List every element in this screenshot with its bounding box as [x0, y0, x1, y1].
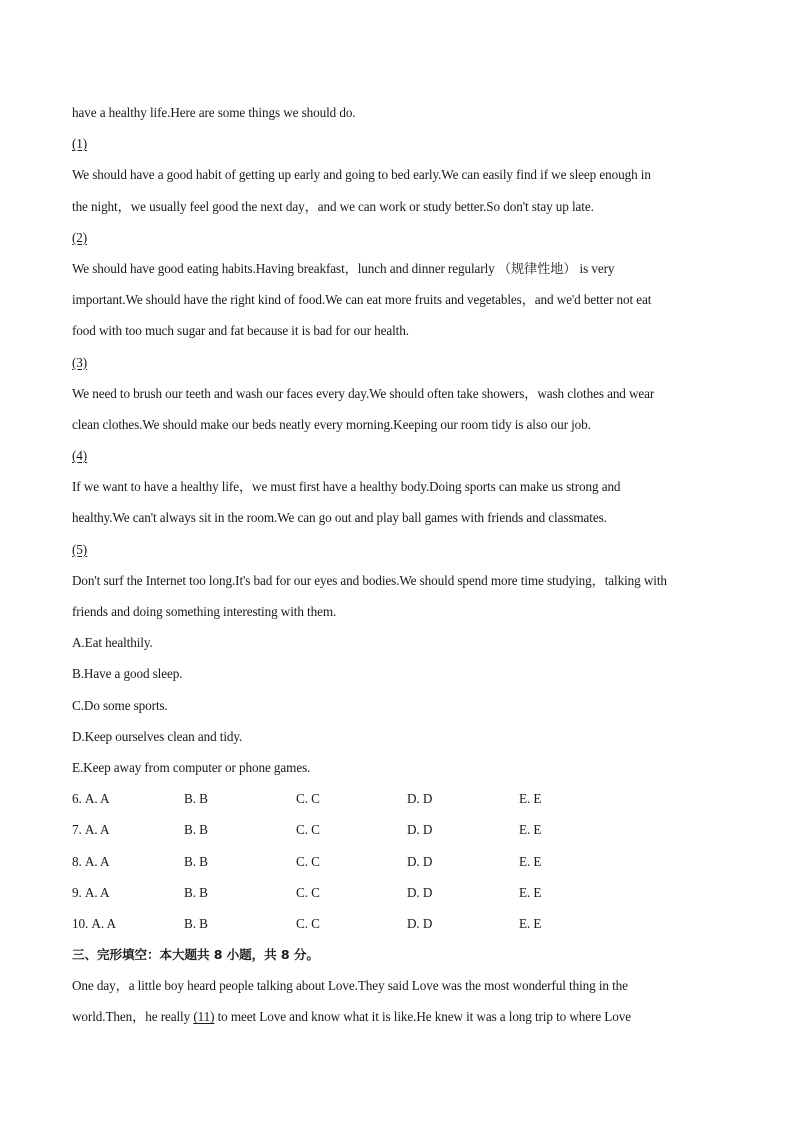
option-d[interactable]: D. D	[407, 853, 433, 869]
question-row	[72, 908, 722, 939]
paragraph-5-line-2: friends and doing something interesting with them.	[72, 604, 337, 619]
paragraph-1-line-1: We should have a good habit of getting up early and going to bed early.We can easily find if we sleep enough in	[72, 167, 651, 183]
choice-a: A.Eat healthily.	[72, 635, 153, 651]
option-a[interactable]: A. A	[91, 915, 116, 931]
option-b[interactable]: B. B	[184, 915, 208, 931]
option-b[interactable]: B. B	[184, 884, 208, 900]
blank-5: (5)	[72, 541, 88, 557]
question-row	[72, 783, 722, 814]
option-e[interactable]: E. E	[519, 853, 542, 869]
question-number: 7.	[72, 822, 82, 838]
question-number: 6.	[72, 791, 82, 807]
paragraph-2-line-3: food with too much sugar and fat because it is bad for our health.	[72, 323, 409, 339]
option-e[interactable]: E. E	[519, 884, 542, 900]
option-c[interactable]: C. C	[296, 853, 320, 869]
option-c[interactable]: C. C	[296, 915, 320, 931]
question-row	[72, 814, 722, 845]
cloze-text: world.Then，he really	[72, 1009, 194, 1025]
option-b[interactable]: B. B	[184, 791, 208, 807]
option-d[interactable]: D. D	[407, 884, 433, 900]
blank-3: (3)	[72, 354, 88, 370]
question-number: 8.	[72, 853, 82, 869]
paragraph-2-line-2: important.We should have the right kind of food.We can eat more fruits and vegetables，and we'd better not eat	[72, 292, 652, 308]
section-heading: 三、完形填空：本大题共 8 小题，共 8 分。	[72, 947, 319, 963]
option-a[interactable]: A. A	[84, 791, 110, 807]
option-a[interactable]: A. A	[84, 822, 110, 838]
option-c[interactable]: C. C	[296, 791, 320, 807]
option-e[interactable]: E. E	[519, 791, 542, 807]
document-page	[72, 97, 722, 1033]
option-e[interactable]: E. E	[519, 822, 542, 838]
question-row	[72, 877, 722, 908]
option-a[interactable]: A. A	[84, 853, 110, 869]
blank-4: (4)	[72, 448, 88, 464]
cloze-line-2	[72, 1001, 722, 1032]
question-row	[72, 846, 722, 877]
question-number: 10.	[72, 915, 89, 931]
blank-11: (11)	[193, 1009, 215, 1025]
paragraph-4-line-2: healthy.We can't always sit in the room.We can go out and play ball games with friends and classmates.	[72, 510, 607, 526]
option-c[interactable]: C. C	[296, 884, 320, 900]
choice-b: B.Have a good sleep.	[72, 666, 183, 682]
choice-d: D.Keep ourselves clean and tidy.	[72, 728, 243, 744]
paragraph-1-line-2: the night，we usually feel good the next day，and we can work or study better.So don't stay up late.	[72, 198, 594, 214]
cloze-line-1: One day，a little boy heard people talking about Love.They said Love was the most wonderful thing in the	[72, 978, 628, 994]
blank-2: (2)	[72, 229, 88, 245]
option-d[interactable]: D. D	[407, 915, 433, 931]
question-number: 9.	[72, 884, 82, 900]
choice-e: E.Keep away from computer or phone games.	[72, 759, 311, 775]
blank-1: (1)	[72, 136, 88, 152]
choice-c: C.Do some sports.	[72, 697, 168, 713]
paragraph-5-line-1: Don't surf the Internet too long.It's bad for our eyes and bodies.We should spend more time studying，talking with	[72, 572, 667, 588]
option-a[interactable]: A. A	[84, 884, 110, 900]
cloze-text: to meet Love and know what it is like.He knew it was a long trip to where Love	[214, 1009, 631, 1025]
option-d[interactable]: D. D	[407, 822, 433, 838]
option-c[interactable]: C. C	[296, 822, 320, 838]
paragraph-3-line-2: clean clothes.We should make our beds neatly every morning.Keeping our room tidy is also our job.	[72, 416, 591, 432]
option-e[interactable]: E. E	[519, 915, 542, 931]
paragraph-4-line-1: If we want to have a healthy life，we must first have a healthy body.Doing sports can make us strong and	[72, 479, 621, 495]
passage-intro: have a healthy life.Here are some things we should do.	[72, 105, 356, 120]
option-b[interactable]: B. B	[184, 853, 208, 869]
option-b[interactable]: B. B	[184, 822, 208, 838]
paragraph-2-line-1: We should have good eating habits.Having breakfast，lunch and dinner regularly （规律性地） is very	[72, 260, 615, 276]
option-d[interactable]: D. D	[407, 791, 433, 807]
paragraph-3-line-1: We need to brush our teeth and wash our faces every day.We should often take showers，wash clothes and wear	[72, 385, 655, 401]
